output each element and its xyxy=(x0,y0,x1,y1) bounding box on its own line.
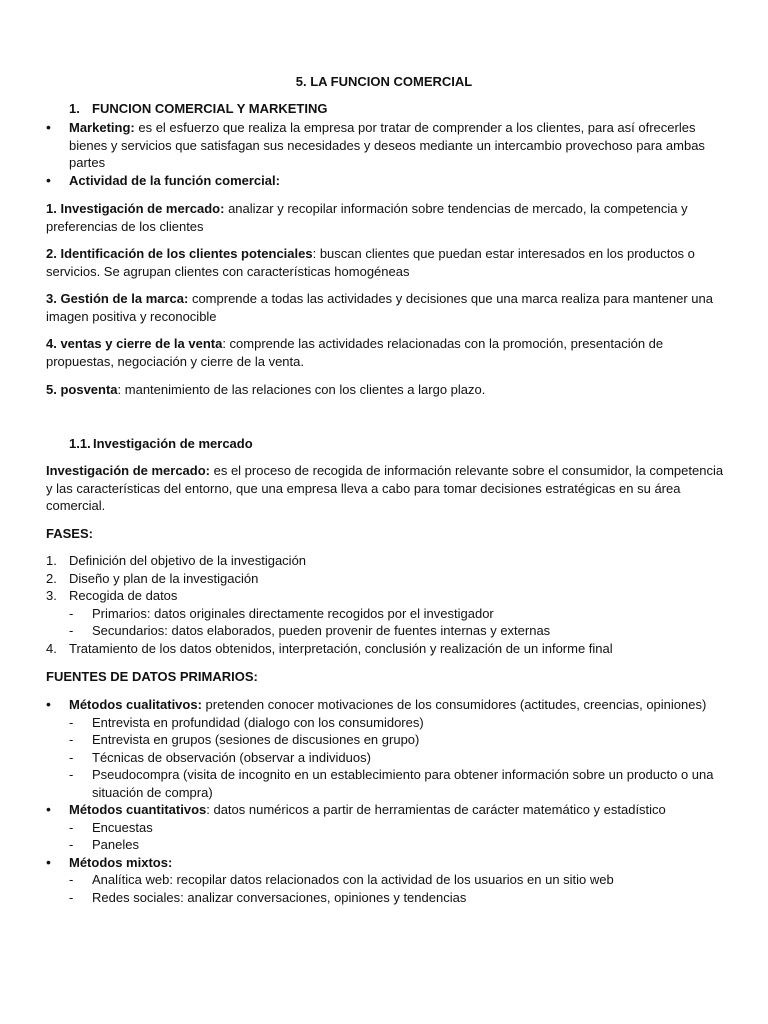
activity-label: 3. Gestión de la marca: xyxy=(46,291,189,306)
list-number: 4. xyxy=(46,640,57,656)
sub-list-item xyxy=(46,889,726,907)
activity-3 xyxy=(46,290,726,325)
activity-text: : comprende las actividades relacionadas con la promoción, presentación de propuestas, negociación y cierre de la venta. xyxy=(46,336,664,369)
section-1-1-number: 1.1. xyxy=(69,436,91,451)
sub-list-item xyxy=(46,819,726,837)
dash-marker: - xyxy=(69,732,74,747)
list-item xyxy=(46,696,726,714)
metodo-label: Métodos cualitativos: xyxy=(69,697,202,712)
activity-label: 2. Identificación de los clientes potenciales xyxy=(46,246,313,261)
section-1-heading xyxy=(46,100,726,118)
list-item xyxy=(46,640,726,658)
bullet-marker: • xyxy=(46,853,51,870)
sub-list-item xyxy=(46,731,726,749)
metodo-label: Métodos mixtos: xyxy=(69,854,173,870)
definition-text: es el proceso de recogida de información relevante sobre el consumidor, la competencia y las características del entorno, que una empresa lleva a cabo para tomar decisiones estratégicas en su área comercial. xyxy=(46,463,724,513)
metodos-list xyxy=(46,696,726,906)
definition-paragraph xyxy=(46,462,726,515)
sub-list-item xyxy=(46,714,726,732)
sub-list-text: Paneles xyxy=(92,837,139,852)
activity-text: comprende a todas las actividades y decisiones que una marca realiza para mantener una imagen positiva y reconocible xyxy=(46,291,713,324)
section-1-title: FUNCION COMERCIAL Y MARKETING xyxy=(92,101,328,116)
bullet-marker: • xyxy=(46,801,51,817)
actividad-label: Actividad de la función comercial: xyxy=(69,173,280,188)
sub-list-text: Pseudocompra (visita de incognito en un establecimiento para obtener información sobre un producto o una situación de compra) xyxy=(92,767,714,800)
list-item xyxy=(46,587,726,605)
sub-list-item xyxy=(46,605,726,623)
dash-marker: - xyxy=(69,872,74,887)
sub-list-text: Redes sociales: analizar conversaciones, opiniones y tendencias xyxy=(92,889,467,905)
activity-4 xyxy=(46,335,726,370)
fuentes-heading: FUENTES DE DATOS PRIMARIOS: xyxy=(46,669,258,684)
definition-label: Investigación de mercado: xyxy=(46,463,210,478)
marketing-label: Marketing: xyxy=(69,120,135,135)
sub-list-text: Técnicas de observación (observar a individuos) xyxy=(92,749,371,765)
sub-list-item xyxy=(46,622,726,640)
section-1-number: 1. xyxy=(69,101,80,116)
sub-list-text: Entrevista en grupos (sesiones de discusiones en grupo) xyxy=(92,732,420,747)
sub-list-text: Entrevista en profundidad (dialogo con los consumidores) xyxy=(92,714,424,730)
metodo-text: : datos numéricos a partir de herramientas de carácter matemático y estadístico xyxy=(206,802,666,817)
activity-text: : mantenimiento de las relaciones con los clientes a largo plazo. xyxy=(117,382,486,397)
dash-marker: - xyxy=(69,767,74,782)
list-text: Recogida de datos xyxy=(69,588,178,603)
marketing-bullet xyxy=(46,119,726,172)
marketing-text: es el esfuerzo que realiza la empresa por tratar de comprender a los clientes, para así ofrecerles bienes y servicios que satisfagan sus necesidades y deseos mediante un intercambio provechoso para ambas partes xyxy=(69,120,705,170)
activity-2 xyxy=(46,245,726,280)
list-item xyxy=(46,854,726,872)
section-1-1-title: Investigación de mercado xyxy=(93,436,253,451)
bullet-marker: • xyxy=(46,696,51,712)
sub-list-text: Secundarios: datos elaborados, pueden provenir de fuentes internas y externas xyxy=(92,623,551,638)
list-item xyxy=(46,801,726,819)
sub-list-item xyxy=(46,766,726,801)
sub-list-item xyxy=(46,871,726,889)
section-1-1-heading xyxy=(46,435,726,453)
bullet-marker: • xyxy=(46,119,51,135)
fases-list xyxy=(46,552,726,657)
list-text: Definición del objetivo de la investigación xyxy=(69,553,307,568)
dash-marker: - xyxy=(69,623,74,638)
page-title: 5. LA FUNCION COMERCIAL xyxy=(295,74,473,89)
sub-list-text: Analítica web: recopilar datos relacionados con la actividad de los usuarios en un sitio web xyxy=(92,872,614,887)
dash-marker: - xyxy=(69,889,74,905)
list-item xyxy=(46,552,726,570)
activity-text: analizar y recopilar información sobre tendencias de mercado, la competencia y preferencias de los clientes xyxy=(46,201,688,234)
list-text: Tratamiento de los datos obtenidos, interpretación, conclusión y realización de un informe final xyxy=(69,640,613,656)
sub-list-item xyxy=(46,836,726,854)
list-text: Diseño y plan de la investigación xyxy=(69,570,259,586)
list-number: 3. xyxy=(46,588,57,603)
sub-list-text: Encuestas xyxy=(92,819,153,835)
sub-list-text: Primarios: datos originales directamente recogidos por el investigador xyxy=(92,605,494,621)
dash-marker: - xyxy=(69,819,74,835)
activity-1 xyxy=(46,200,726,235)
activity-5 xyxy=(46,381,726,399)
list-number: 2. xyxy=(46,570,57,586)
activity-label: 4. ventas y cierre de la venta xyxy=(46,336,223,351)
list-number: 1. xyxy=(46,553,57,568)
dash-marker: - xyxy=(69,605,74,621)
activity-label: 5. posventa xyxy=(46,382,118,397)
sub-list-item xyxy=(46,749,726,767)
activity-label: 1. Investigación de mercado: xyxy=(46,201,225,216)
dash-marker: - xyxy=(69,714,74,730)
dash-marker: - xyxy=(69,837,74,852)
metodo-label: Métodos cuantitativos xyxy=(69,802,207,817)
dash-marker: - xyxy=(69,749,74,765)
bullet-marker: • xyxy=(46,172,51,188)
metodo-text: pretenden conocer motivaciones de los consumidores (actitudes, creencias, opiniones) xyxy=(201,697,707,712)
actividad-bullet xyxy=(46,172,726,190)
list-item xyxy=(46,570,726,588)
activity-text: : buscan clientes que puedan estar interesados en los productos o servicios. Se agrupan clientes con características homogéneas xyxy=(46,246,695,279)
fases-heading: FASES: xyxy=(46,526,93,541)
